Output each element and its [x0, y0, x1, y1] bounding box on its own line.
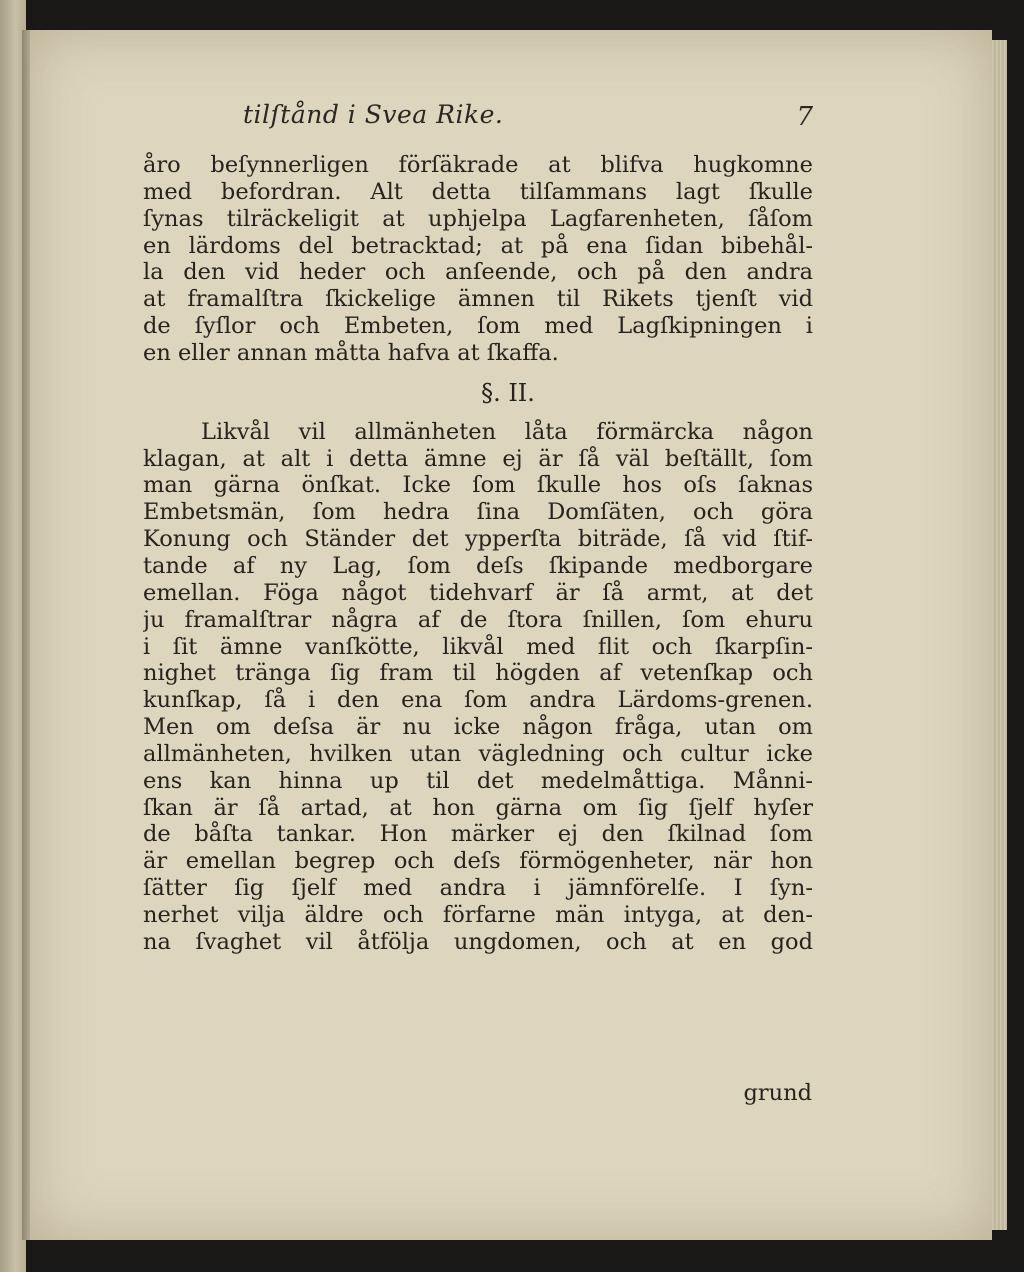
text-line: emellan. Föga något tidehvarf är ſå armt, at det: [143, 579, 813, 606]
text-line: i ſit ämne vanſkötte, likvål med flit och ſkarpſin-: [143, 633, 813, 660]
text-line: la den vid heder och anſeende, och på den andra: [143, 259, 813, 286]
running-title: tilſtånd i Svea Rike.: [243, 100, 504, 129]
text-line: ſätter ſig ſjelf med andra i jämnförelſe. I ſyn-: [143, 875, 813, 902]
text-line: Men om deſsa är nu icke någon fråga, utan om: [143, 714, 813, 741]
text-line: at framalſtra ſkickelige ämnen til Rikets tjenſt vid: [143, 286, 813, 313]
text-line: åro beſynnerligen förſäkrade at blifva hugkomne: [143, 152, 813, 178]
text-line: är emellan begrep och deſs förmögenheter, när hon: [143, 848, 813, 875]
text-line: Konung och Ständer det ypperſta biträde, ſå vid ſtif-: [143, 526, 813, 553]
text-line: en eller annan måtta hafva at ſkaffa.: [143, 339, 559, 366]
text-line: nighet tränga ſig fram til högden af vetenſkap och: [143, 660, 813, 687]
text-line: med befordran. Alt detta tilſammans lagt ſkulle: [143, 178, 813, 205]
text-line: man gärna önſkat. Icke ſom ſkulle hos oſs ſaknas: [143, 472, 813, 499]
text-line: nerhet vilja äldre och förfarne män intyga, at den-: [143, 901, 813, 928]
text-line: en lärdoms del betracktad; at på ena ſidan bibehål-: [143, 232, 813, 259]
text-line: Embetsmän, ſom hedra ſina Domſäten, och göra: [143, 499, 813, 526]
text-line: de båſta tankar. Hon märker ej den ſkilnad ſom: [143, 821, 813, 848]
text-line: Likvål vil allmänheten låta förmärcka någon: [201, 418, 813, 445]
text-line: na ſvaghet vil åtfölja ungdomen, och at en god: [143, 928, 813, 955]
page-number: 7: [796, 102, 813, 132]
text-line: tande af ny Lag, ſom deſs ſkipande medborgare: [143, 552, 813, 579]
catchword: grund: [743, 1080, 812, 1106]
text-line: ſynas tilräckeligit at uphjelpa Lagfarenheten, ſåſom: [143, 205, 813, 232]
text-line: ens kan hinna up til det medelmåttiga. Månni-: [143, 767, 813, 794]
text-line: kunſkap, ſå i den ena ſom andra Lärdoms-grenen.: [143, 687, 813, 714]
text-line: klagan, at alt i detta ämne ej är ſå väl beſtällt, ſom: [143, 445, 813, 472]
body-text: [143, 152, 813, 956]
text-line: de ſyſlor och Embeten, ſom med Lagſkipningen i: [143, 313, 813, 340]
text-line: ſkan är ſå artad, at hon gärna om ſig ſjelf hyſer: [143, 794, 813, 821]
section-heading: §. II.: [481, 378, 535, 407]
text-line: allmänheten, hvilken utan vägledning och cultur icke: [143, 740, 813, 767]
text-line: ju framalſtrar några af de ſtora ſnillen, ſom ehuru: [143, 606, 813, 633]
running-head: [143, 100, 813, 140]
